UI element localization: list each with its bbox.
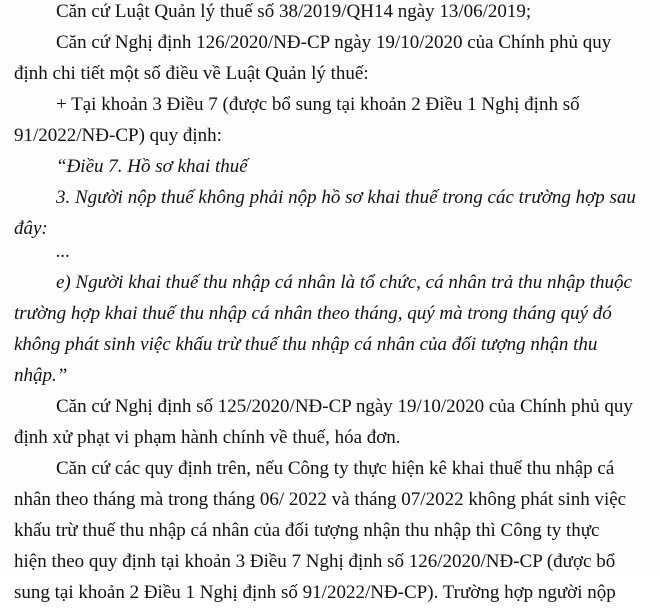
text-line-conclusion-5: sung tại khoản 2 Điều 1 Nghị định số 91/2022/NĐ-CP). Trường hợp người nộp [14,582,616,603]
quote-point-e-line-4: nhập.” [14,365,68,386]
quote-clause-3: 3. Người nộp thuế không phải nộp hồ sơ khai thuế trong các trường hợp sau [56,187,636,208]
text-line-decree-126-cont: định chi tiết một số điều về Luật Quản lý thuế: [14,63,369,84]
text-line-conclusion-3: khấu trừ thuế thu nhập cá nhân của đối tượng nhận thu nhập thì Công ty thực [14,520,600,541]
quote-point-e-line-2: trường hợp khai thuế thu nhập cá nhân theo tháng, quý mà trong tháng quý đó [14,303,612,324]
quote-point-e-line-3: không phát sinh việc khấu trừ thuế thu nhập cá nhân của đối tượng nhận thu [14,334,598,355]
text-line-conclusion-2: nhân theo tháng mà trong tháng 06/ 2022 và tháng 07/2022 không phát sinh việc [14,489,627,510]
quote-ellipsis: ... [56,241,71,262]
quote-point-e: e) Người khai thuế thu nhập cá nhân là tổ chức, cá nhân trả thu nhập thuộc [56,272,632,293]
text-line-clause-3-article-7: + Tại khoản 3 Điều 7 (được bổ sung tại khoản 2 Điều 1 Nghị định số [56,94,580,115]
text-line-conclusion-4: hiện theo quy định tại khoản 3 Điều 7 Nghị định số 126/2020/NĐ-CP (được bổ [14,551,616,572]
text-line-legal-basis-tax-law: Căn cứ Luật Quản lý thuế số 38/2019/QH14 ngày 13/06/2019; [56,1,532,22]
text-line-decree-126: Căn cứ Nghị định 126/2020/NĐ-CP ngày 19/10/2020 của Chính phủ quy [56,32,612,53]
text-line-decree-125-cont: định xử phạt vi phạm hành chính về thuế, hóa đơn. [14,427,401,448]
text-line-conclusion: Căn cứ các quy định trên, nếu Công ty thực hiện kê khai thuế thu nhập cá [56,458,615,479]
quote-clause-3-cont: đây: [14,218,48,239]
text-line-clause-3-article-7-cont: 91/2022/NĐ-CP) quy định: [14,125,222,146]
text-line-decree-125: Căn cứ Nghị định số 125/2020/NĐ-CP ngày 19/10/2020 của Chính phủ quy [56,396,633,417]
quote-article-7-title: “Điều 7. Hồ sơ khai thuế [56,156,248,177]
